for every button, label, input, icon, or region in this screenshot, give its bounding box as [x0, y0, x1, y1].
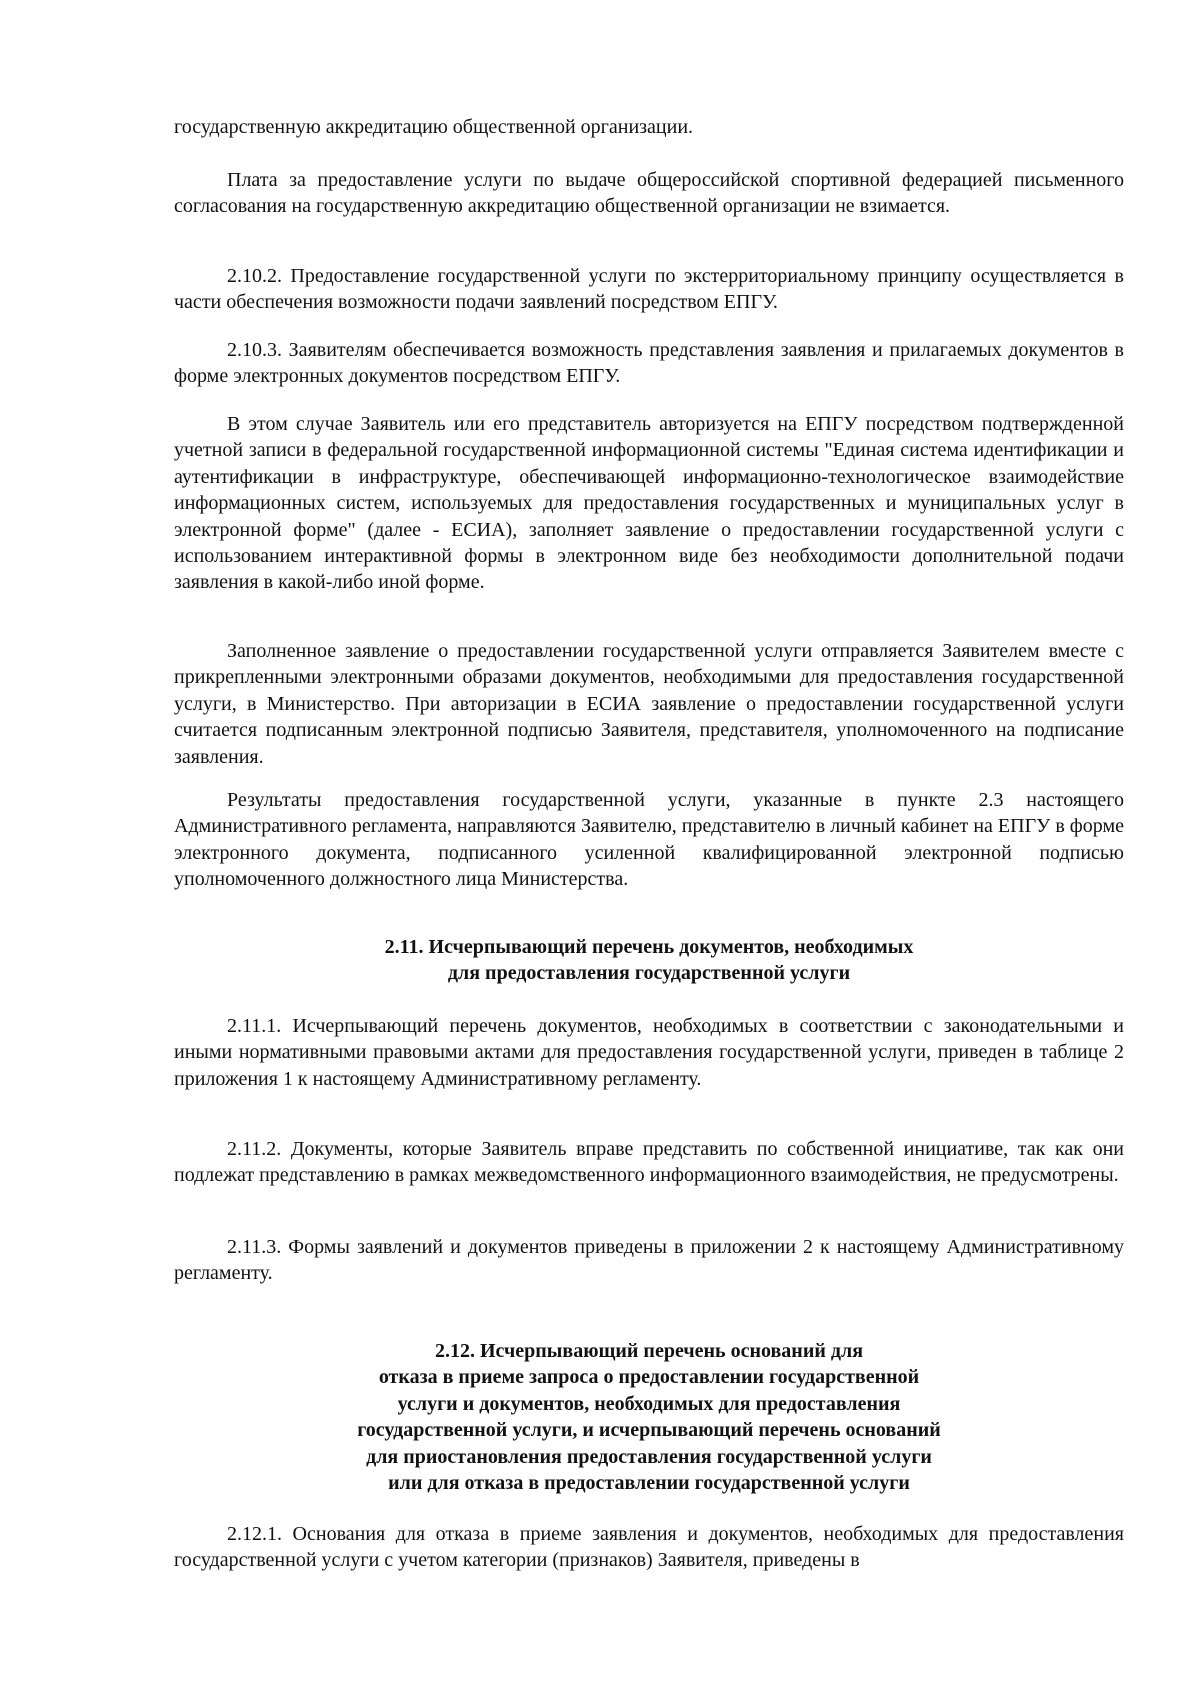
- paragraph-esia-authorization: В этом случае Заявитель или его представитель авторизуется на ЕПГУ посредством подтвержденной учетной записи в федеральной государственной информационной системы "Единая система идентификации и аутентификации в инфраструктуре, обеспечивающей информационно-технологическое взаимодействие информационных систем, используемых для предоставления государственных и муниципальных услуг в электронной форме" (далее - ЕСИА), заполняет заявление о предоставлении государственной услуги с использованием интерактивной формы в электронном виде без необходимости дополнительной подачи заявления в какой-либо иной форме.: [174, 413, 1124, 594]
- paragraph-2-10-3: 2.10.3. Заявителям обеспечивается возможность представления заявления и прилагаемых документов в форме электронных документов посредством ЕПГУ.: [174, 339, 1124, 388]
- paragraph-accreditation-continuation: государственную аккредитацию общественной организации.: [174, 116, 694, 138]
- section-heading-2-12-line-6: или для отказа в предоставлении государственной услуги: [388, 1472, 910, 1495]
- paragraph-2-12-1: 2.12.1. Основания для отказа в приеме заявления и документов, необходимых для предоставления государственной услуги с учетом категории (признаков) Заявителя, приведены в: [174, 1523, 1124, 1572]
- paragraph-2-11-1: 2.11.1. Исчерпывающий перечень документов, необходимых в соответствии с законодательными и иными нормативными правовыми актами для предоставления государственной услуги, приведен в таблице 2 приложения 1 к настоящему Административному регламенту.: [174, 1015, 1124, 1090]
- paragraph-results: Результаты предоставления государственной услуги, указанные в пункте 2.3 настоящего Административного регламента, направляются Заявителю, представителю в личный кабинет на ЕПГУ в форме электронного документа, подписанного усиленной квалифицированной электронной подписью уполномоченного должностного лица Министерства.: [174, 789, 1124, 891]
- section-heading-2-12-line-1: 2.12. Исчерпывающий перечень оснований для: [434, 1340, 864, 1362]
- section-heading-2-12-line-2: отказа в приеме запроса о предоставлении государственной: [378, 1366, 920, 1389]
- paragraph-2-10-2: 2.10.2. Предоставление государственной услуги по экстерриториальному принципу осуществляется в части обеспечения возможности подачи заявлений посредством ЕПГУ.: [174, 265, 1124, 314]
- section-heading-2-11-line-2: для предоставления государственной услуги: [447, 962, 851, 985]
- section-heading-2-11: [174, 934, 1124, 987]
- section-heading-2-11-line-1: 2.11. Исчерпывающий перечень документов, необходимых: [384, 936, 914, 958]
- paragraph-2-11-3: 2.11.3. Формы заявлений и документов приведены в приложении 2 к настоящему Административному регламенту.: [174, 1236, 1124, 1285]
- section-heading-2-12: [174, 1338, 1124, 1496]
- paragraph-completed-application: Заполненное заявление о предоставлении государственной услуги отправляется Заявителем вместе с прикрепленными электронными образами документов, необходимыми для предоставления государственной услуги, в Министерство. При авторизации в ЕСИА заявление о предоставлении государственной услуги считается подписанным электронной подписью Заявителя, представителя, уполномоченного на подписание заявления.: [174, 640, 1124, 768]
- section-heading-2-12-line-5: для приостановления предоставления государственной услуги: [366, 1445, 932, 1468]
- section-heading-2-12-line-4: государственной услуги, и исчерпывающий перечень оснований: [357, 1419, 941, 1442]
- paragraph-fee: Плата за предоставление услуги по выдаче общероссийской спортивной федерацией письменного согласования на государственную аккредитацию общественной организации не взимается.: [174, 169, 1124, 218]
- paragraph-2-11-2: 2.11.2. Документы, которые Заявитель вправе представить по собственной инициативе, так как они подлежат представлению в рамках межведомственного информационного взаимодействия, не предусмотрены.: [174, 1138, 1124, 1187]
- section-heading-2-12-line-3: услуги и документов, необходимых для предоставления: [397, 1392, 901, 1415]
